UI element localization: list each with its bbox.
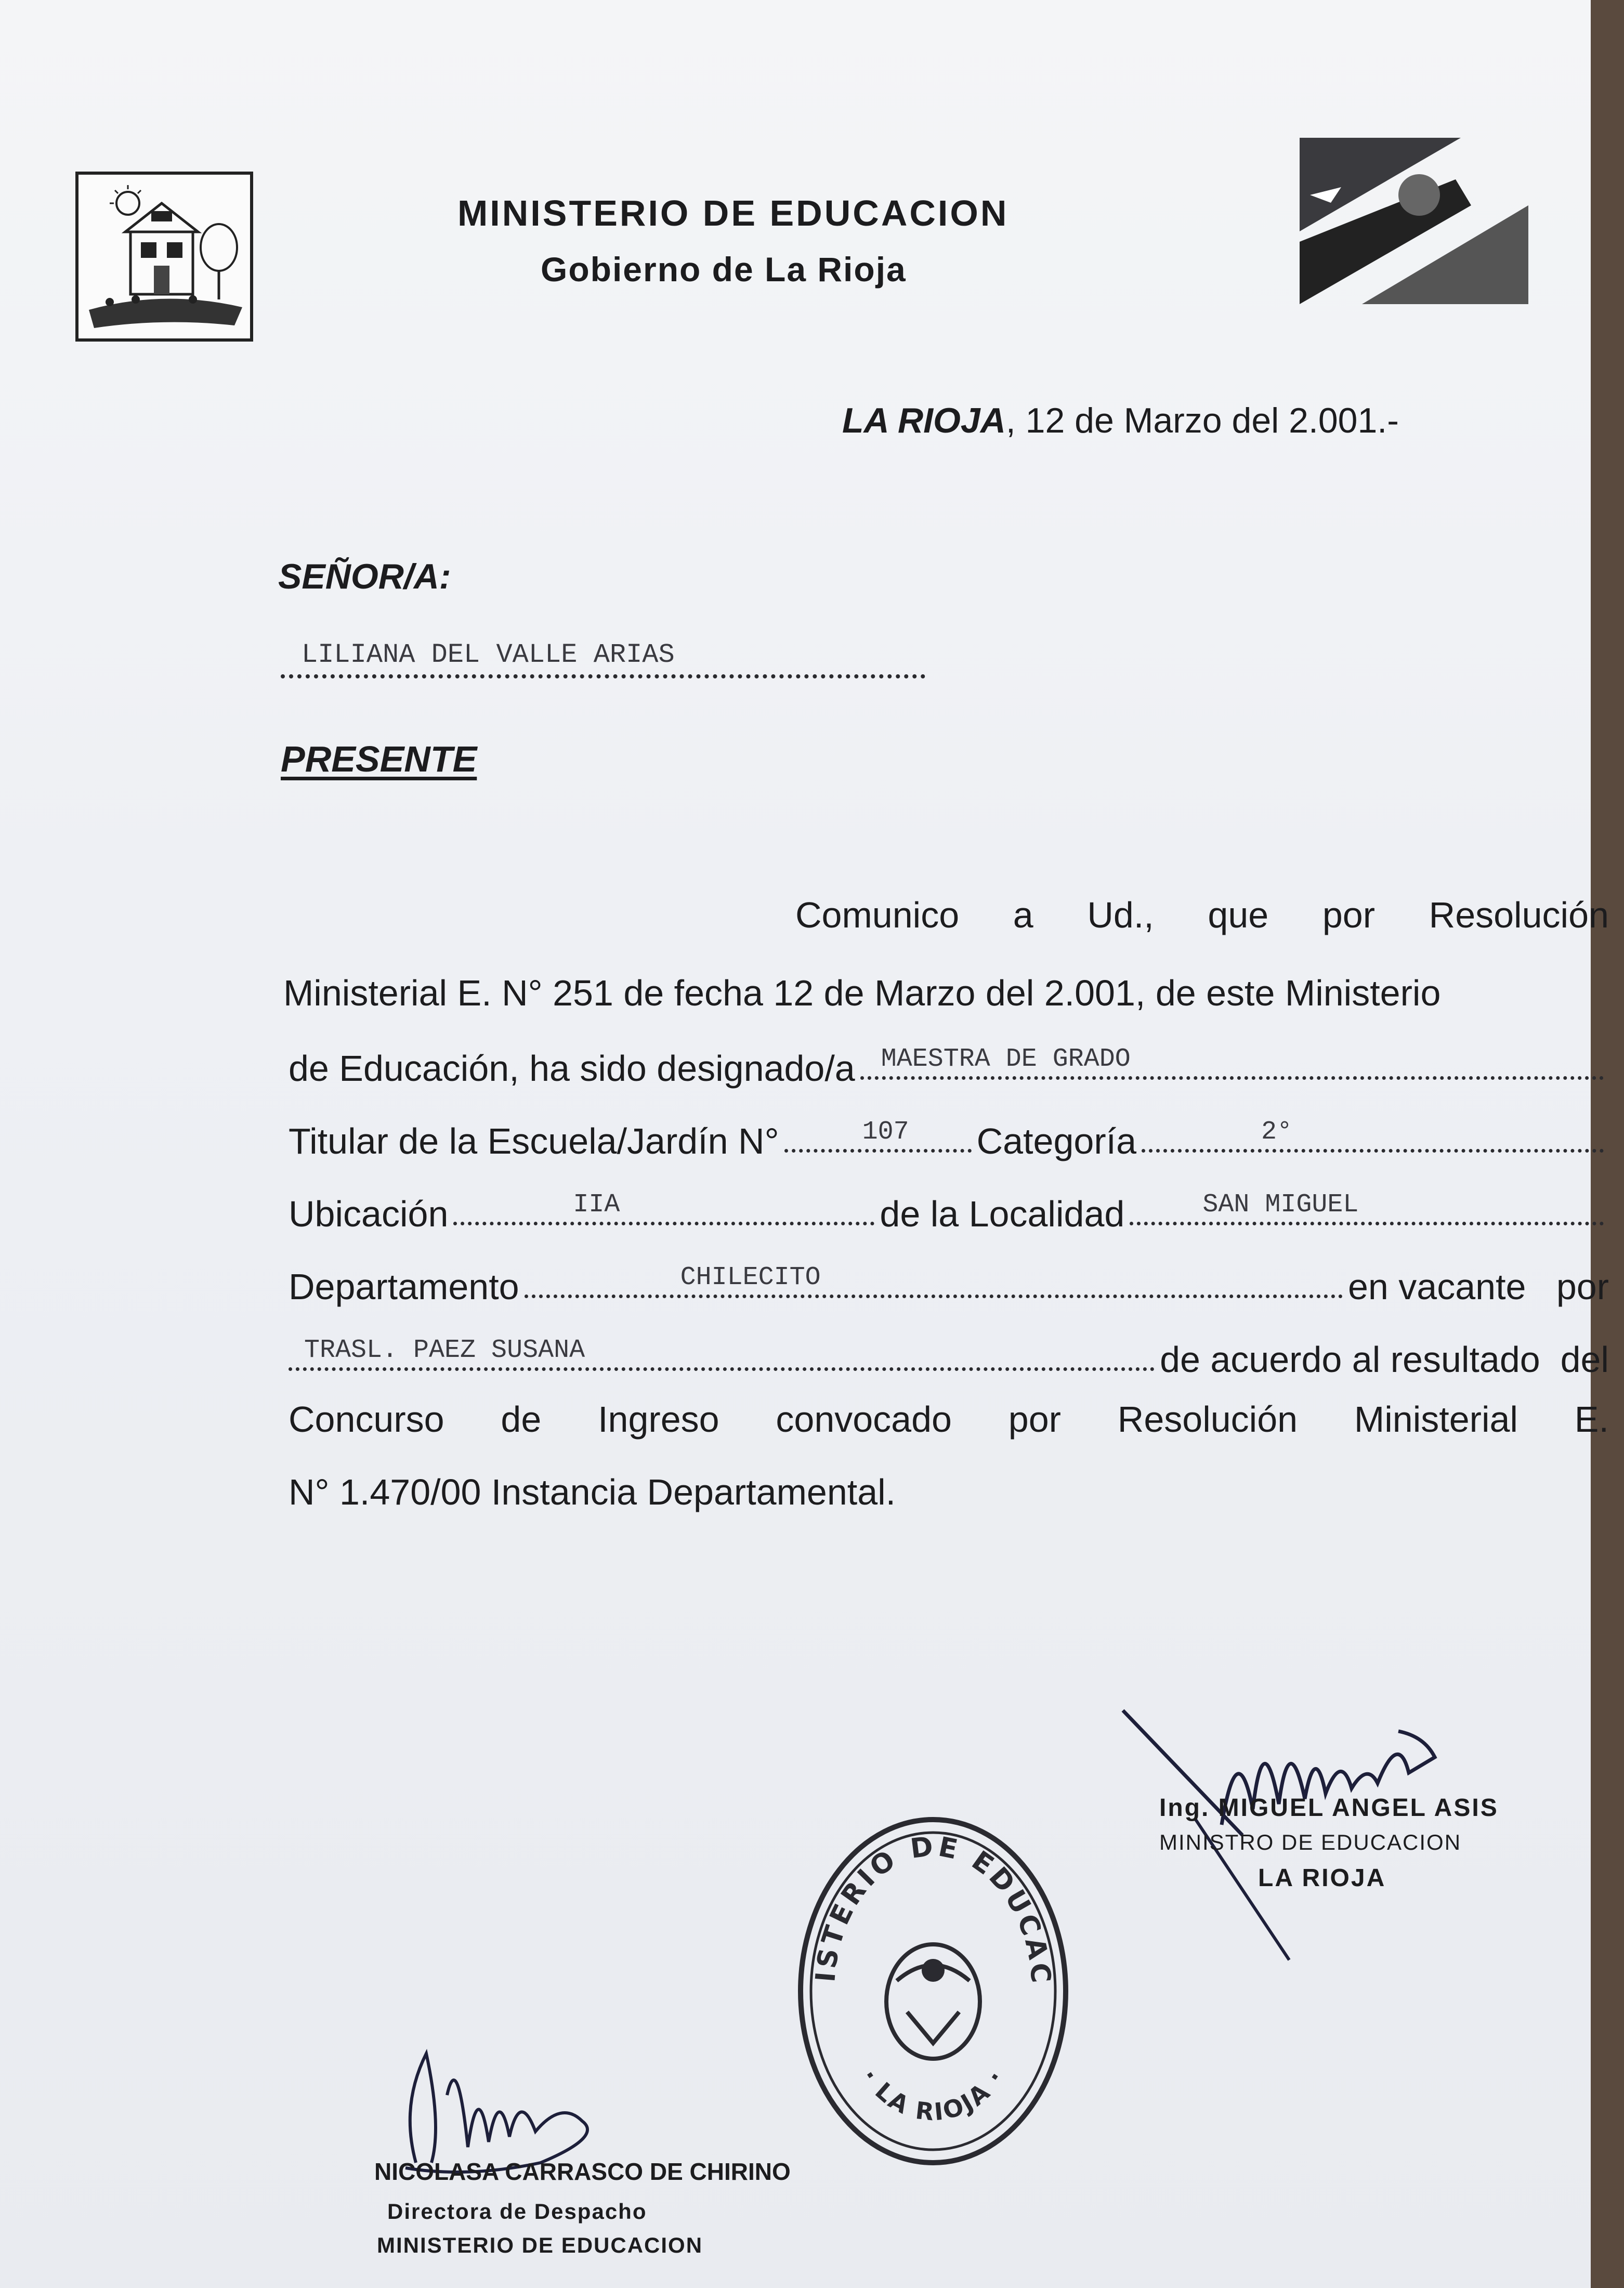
body-line-8	[289, 1398, 1609, 1440]
seal-top-text: ISTERIO DE EDUCAC	[810, 1831, 1057, 1988]
date-text: , 12 de Marzo del 2.001.-	[1005, 401, 1399, 440]
ubicacion-value: IIA	[573, 1190, 620, 1220]
minister-name: Ing. MIGUEL ANGEL ASIS	[1159, 1794, 1499, 1822]
department-field	[525, 1263, 1343, 1298]
director-org: MINISTERIO DE EDUCACION	[377, 2233, 703, 2257]
school-number-value: 107	[862, 1117, 909, 1147]
coat-of-arms-icon	[886, 1944, 980, 2059]
word: Ud.,	[1087, 895, 1154, 935]
locality-value: SAN MIGUEL	[1202, 1190, 1359, 1220]
school-label: Titular de la Escuela/Jardín N°	[289, 1121, 779, 1161]
category-value: 2°	[1261, 1117, 1293, 1147]
word: Resolución	[1117, 1399, 1298, 1440]
vacancy-field	[289, 1336, 1155, 1371]
word: Resolución	[1429, 895, 1609, 935]
word: Ministerial	[1354, 1399, 1518, 1440]
province-emblem-icon	[1300, 138, 1528, 304]
word: de	[501, 1399, 542, 1440]
presente-heading: PRESENTE	[281, 739, 477, 779]
document-date	[842, 400, 1399, 441]
salutation: SEÑOR/A:	[278, 557, 451, 596]
date-place: LA RIOJA	[842, 401, 1006, 440]
director-title: Directora de Despacho	[387, 2199, 647, 2224]
word: por	[1322, 895, 1375, 935]
body-line-6	[289, 1263, 1609, 1308]
school-number-field	[784, 1118, 972, 1153]
word: Concurso	[289, 1399, 444, 1440]
minister-title: MINISTRO DE EDUCACION	[1159, 1830, 1462, 1854]
word: E.	[1574, 1399, 1609, 1440]
locality-field	[1130, 1191, 1604, 1225]
word: Ingreso	[598, 1399, 719, 1440]
cargo-value: MAESTRA DE GRADO	[881, 1044, 1131, 1074]
category-label: Categoría	[976, 1121, 1137, 1161]
body-line-7	[289, 1336, 1609, 1380]
official-seal-stamp	[795, 1814, 1071, 2168]
vacancy-label: en vacante por	[1348, 1266, 1609, 1307]
word: por	[1008, 1399, 1061, 1440]
body-line-4	[289, 1118, 1609, 1162]
word: a	[1013, 895, 1033, 935]
word: Comunico	[795, 895, 960, 935]
seal-bottom-text: · LA RIOJA ·	[856, 2063, 1011, 2127]
body-line-1	[795, 894, 1609, 936]
addressee-name: LILIANA DEL VALLE ARIAS	[281, 639, 925, 678]
director-name: NICOLASA CARRASCO DE CHIRINO	[374, 2158, 791, 2185]
ubicacion-field	[453, 1191, 874, 1225]
school-house-logo-icon	[75, 172, 253, 342]
result-label: de acuerdo al resultado del	[1160, 1339, 1609, 1380]
department-label: Departamento	[289, 1266, 519, 1307]
body-line-2: Ministerial E. N° 251 de fecha 12 de Marzo del 2.001, de este Ministerio	[283, 973, 1441, 1013]
svg-text:· LA RIOJA ·	[856, 2063, 1011, 2126]
word: que	[1208, 895, 1269, 935]
minister-place: LA RIOJA	[1258, 1864, 1386, 1892]
cargo-field	[860, 1045, 1604, 1080]
body-line-9: N° 1.470/00 Instancia Departamental.	[289, 1472, 896, 1512]
category-field	[1142, 1118, 1604, 1153]
body-line-5	[289, 1191, 1609, 1235]
ministry-title: MINISTERIO DE EDUCACION	[457, 193, 1009, 233]
word: convocado	[776, 1399, 952, 1440]
department-value: CHILECITO	[680, 1263, 821, 1292]
body-line-3	[289, 1045, 1609, 1089]
svg-text:MINISTERIO DE EDUCACION	[795, 1814, 1056, 1987]
location-label: Ubicación	[289, 1194, 449, 1234]
locality-label: de la Localidad	[880, 1194, 1125, 1234]
designation-label: de Educación, ha sido designado/a	[289, 1048, 855, 1089]
government-subtitle: Gobierno de La Rioja	[541, 250, 907, 289]
vacancy-value: TRASL. PAEZ SUSANA	[304, 1336, 585, 1365]
